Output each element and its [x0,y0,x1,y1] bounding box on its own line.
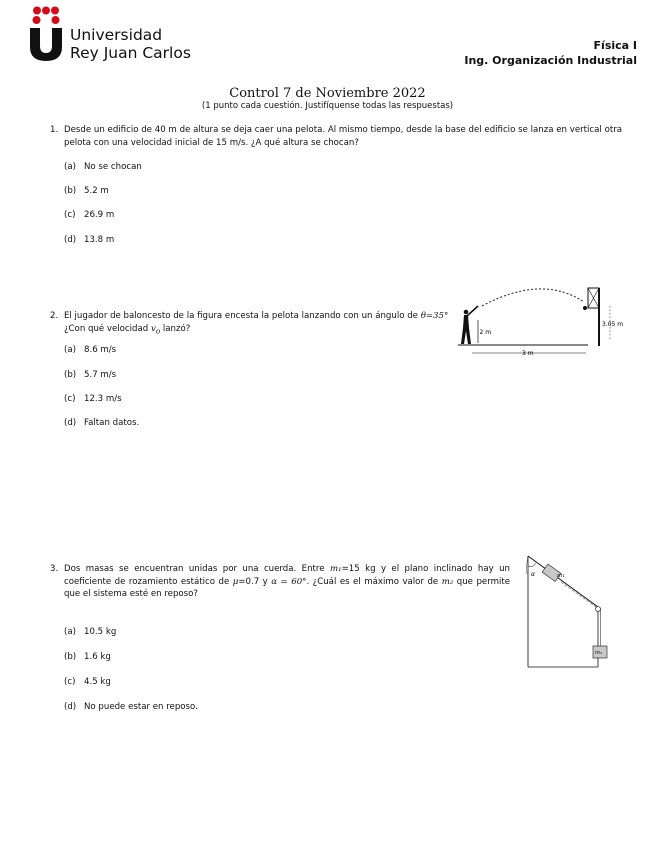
exam-subtitle: (1 punto cada cuestión. Justifíquense todas las respuestas) [201,101,454,111]
option-2c: (c) 12.3 m/s [64,394,122,404]
university-name-line2: Rey Juan Carlos [70,44,191,62]
option-3a: (a) 10.5 kg [64,627,117,637]
rope [561,582,596,607]
incline-surface [528,556,598,607]
m2-symbol: m₂ [441,576,454,587]
hoop [583,306,587,310]
mu-symbol: μ [232,576,239,587]
ball-trajectory [482,289,584,306]
player-silhouette-icon [461,306,478,344]
angle-arc [528,563,536,567]
question-2 [50,310,470,338]
option-1c: (c) 26.9 m [64,210,115,220]
release-height-label: 2 m [479,329,492,336]
option-3b: (b) 1.6 kg [64,652,111,662]
question-number: 3. [50,564,59,574]
option-1b: (b) 5.2 m [64,186,109,196]
option-3d: (d) No puede estar en reposo. [64,702,198,712]
option-1a: (a) No se chocan [64,162,142,172]
basketball-figure [452,284,630,360]
mass-2-label: m₂ [595,650,602,656]
question-1 [50,124,622,149]
question-3 [50,563,510,601]
question-number: 1. [50,125,59,135]
pulley [596,607,601,612]
angle-expression: θ=35° [420,311,449,321]
m1-symbol: m₁ [329,564,342,574]
degree-name: Ing. Organización Industrial [464,54,637,67]
exam-title: Control 7 de Noviembre 2022 [229,86,426,101]
question-text: Dos masas se encuentran unidas por una cuerda. Entre m₁=15 kg y el plano inclinado hay un coeficiente de rozamiento estático de μ=0.7 y α = 60°. ¿Cuál es el máximo valor de m₂ que permite que el sistema esté en reposo? [64,564,511,599]
option-2d: (d) Faltan datos. [64,418,140,428]
option-2b: (b) 5.7 m/s [64,370,117,380]
course-name: Física I [593,39,637,52]
speed-symbol: v [150,323,156,334]
mass-1-label: m₁ [557,573,565,579]
alpha-expression: α = 60° [271,576,307,587]
university-logo-icon [28,6,64,62]
university-name-line1: Universidad [70,26,163,44]
option-2a: (a) 8.6 m/s [64,345,117,355]
question-text: Desde un edificio de 40 m de altura se deja caer una pelota. Al mismo tiempo, desde la base del edificio se lanza en vertical otra pelota con una velocidad inicial de 15 m/s. ¿A qué altura se chocan? [64,125,622,148]
inclined-plane-figure [524,554,616,670]
option-1d: (d) 13.8 m [64,235,115,245]
question-text: El jugador de baloncesto de la figura encesta la pelota lanzando con un ángulo de θ=35° ¿Con qué velocidad $v_o$ lanzó? [64,311,449,336]
angle-label: α [531,571,535,578]
question-number: 2. [50,311,59,321]
option-3c: (c) 4.5 kg [64,677,111,687]
hoop-height-label: 3.05 m [602,321,624,328]
course-info [464,38,637,68]
distance-label: 3 m [522,350,534,357]
university-name [70,26,191,62]
